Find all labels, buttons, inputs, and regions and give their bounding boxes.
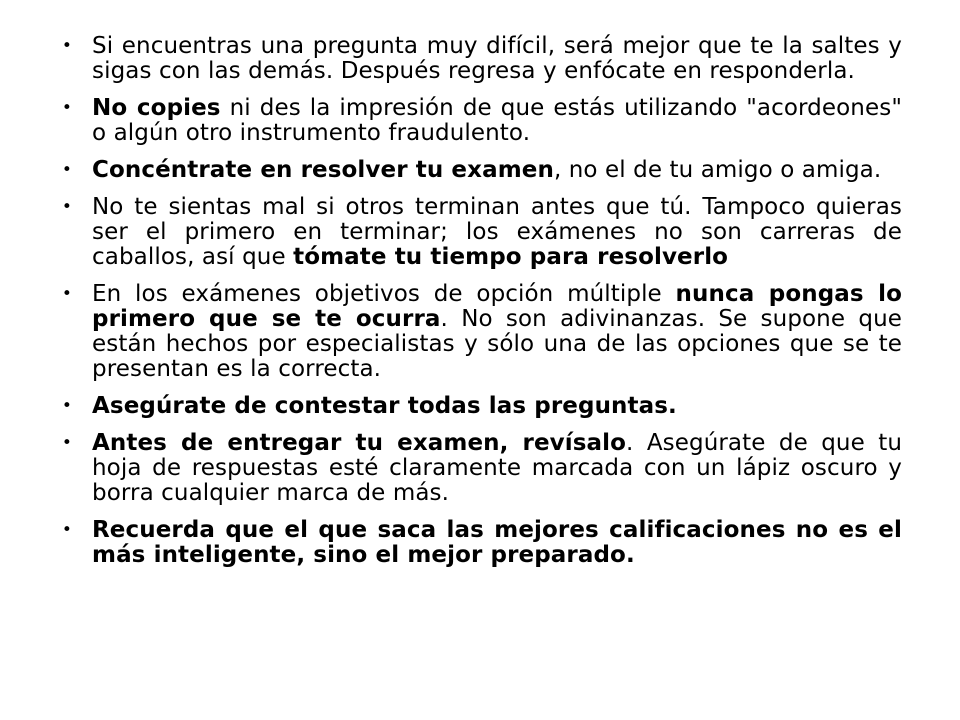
bullet-item — [54, 518, 902, 568]
bold-text: nunca pongas lo primero que se te ocurra — [92, 281, 902, 332]
body-text: . No son adivinanzas. Se supone que están hechos por especialistas y sólo una de las opciones que se te presentan es la correcta. — [92, 306, 902, 382]
bullet-dot-icon: • — [61, 36, 73, 56]
body-text: En los exámenes objetivos de opción múltiple — [92, 281, 676, 307]
bullet-dot-icon: • — [61, 284, 73, 304]
body-text: , no el de tu amigo o amiga. — [553, 157, 882, 183]
bullet-item — [54, 96, 902, 146]
bullet-dot-icon: • — [61, 520, 73, 540]
body-text: Si encuentras una pregunta muy difícil, será mejor que te la saltes y sigas con las demás. Después regresa y enfócate en responderla. — [92, 33, 902, 84]
body-text: ni des la impresión de que estás utilizando "acordeones" o algún otro instrumento fraudulento. — [92, 95, 902, 146]
bold-text: No copies — [92, 95, 221, 121]
bullet-item — [54, 34, 902, 84]
body-text: . Asegúrate de que tu hoja de respuestas esté claramente marcada con un lápiz oscuro y borra cualquier marca de más. — [92, 430, 902, 506]
bullet-item — [54, 394, 902, 419]
bullet-dot-icon: • — [61, 396, 73, 416]
bullet-dot-icon: • — [61, 160, 73, 180]
bold-text: Antes de entregar tu examen, revísalo — [92, 430, 627, 456]
bullet-item — [54, 282, 902, 382]
bold-text: Concéntrate en resolver tu examen — [92, 157, 554, 183]
bullet-item — [54, 195, 902, 270]
bullet-dot-icon: • — [61, 197, 73, 217]
bullet-item — [54, 431, 902, 506]
bold-text: Recuerda que el que saca las mejores calificaciones no es el más inteligente, sino el mejor preparado. — [92, 517, 902, 568]
bold-text: tómate tu tiempo para resolverlo — [293, 244, 729, 270]
bullet-item — [54, 158, 902, 183]
bullet-dot-icon: • — [61, 98, 73, 118]
body-text: No te sientas mal si otros terminan antes que tú. Tampoco quieras ser el primero en terminar; los exámenes no son carreras de caballos, así que — [92, 194, 902, 270]
bullet-dot-icon: • — [61, 433, 73, 453]
bold-text: Asegúrate de contestar todas las preguntas. — [92, 393, 677, 419]
bullet-list — [54, 34, 902, 568]
